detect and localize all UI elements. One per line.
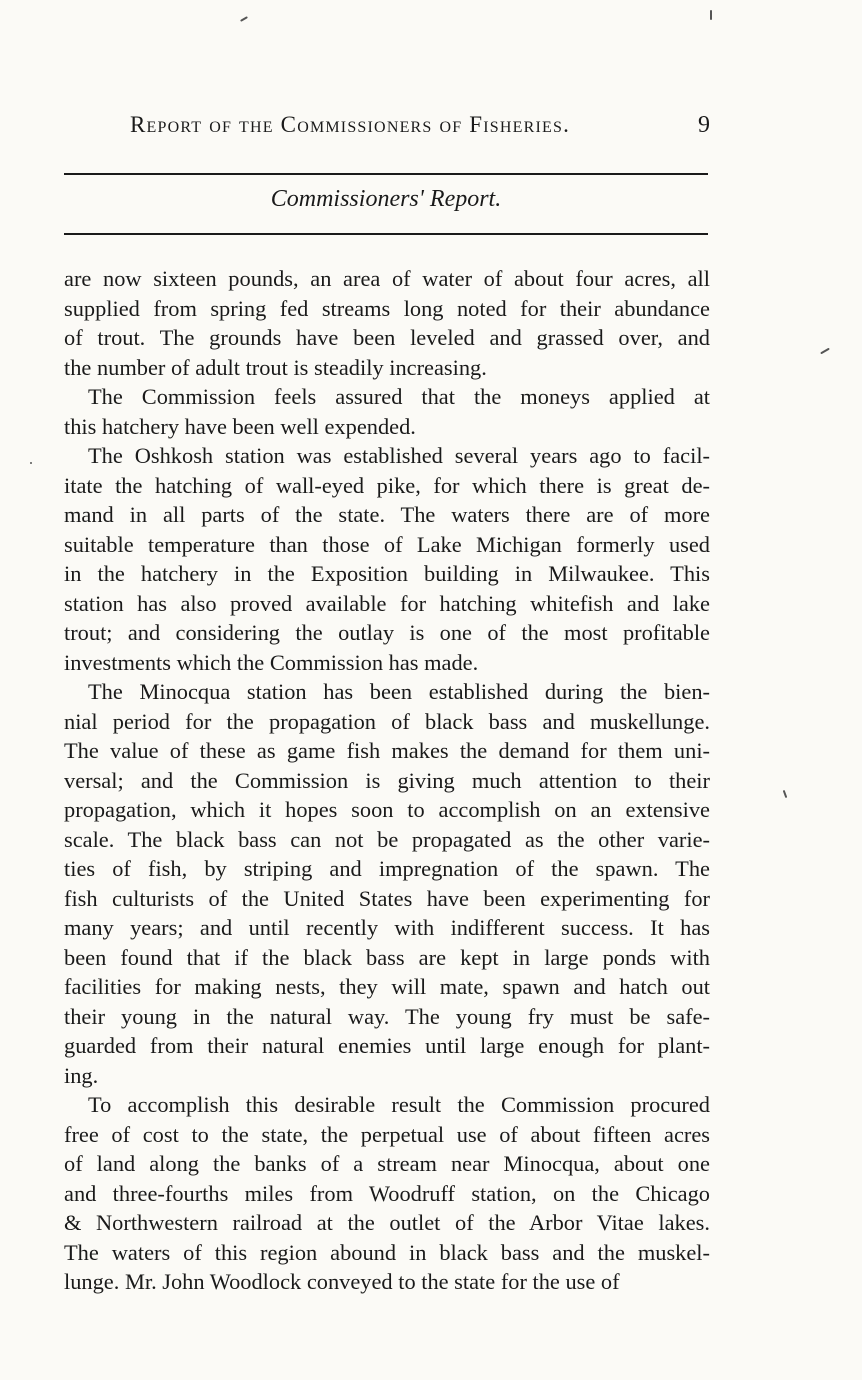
text-line: facilities for making nests, they will mate, spawn and hatch out bbox=[64, 974, 710, 999]
paragraph bbox=[64, 382, 710, 441]
text-line: many years; and until recently with indifferent success. It has bbox=[64, 915, 710, 940]
text-line: of land along the banks of a stream near Minocqua, about one bbox=[64, 1151, 710, 1176]
text-line: The Commission feels assured that the moneys applied at bbox=[88, 384, 710, 409]
paragraph bbox=[64, 264, 710, 382]
paragraph bbox=[64, 677, 710, 1090]
text-line: itate the hatching of wall-eyed pike, for which there is great de- bbox=[64, 472, 710, 498]
text-line: free of cost to the state, the perpetual use of about fifteen acres bbox=[64, 1121, 710, 1147]
text-line: The value of these as game fish makes the demand for them uni- bbox=[64, 738, 710, 763]
text-line: scale. The black bass can not be propagated as the other varie- bbox=[64, 826, 710, 852]
text-line: The Minocqua station has been established during the bien- bbox=[88, 679, 710, 704]
text-line: the number of adult trout is steadily increasing. bbox=[64, 354, 487, 380]
scan-speck bbox=[820, 348, 830, 355]
text-line: ties of fish, by striping and impregnation of the spawn. The bbox=[64, 856, 710, 881]
running-title: Report of the Commissioners of Fisheries. bbox=[130, 112, 571, 137]
text-line: versal; and the Commission is giving much attention to their bbox=[64, 767, 710, 793]
text-line: are now sixteen pounds, an area of water of about four acres, all bbox=[64, 266, 710, 291]
text-line: nial period for the propagation of black bass and muskellunge. bbox=[64, 708, 710, 734]
text-line: propagation, which it hopes soon to accomplish on an extensive bbox=[64, 797, 710, 822]
text-line: in the hatchery in the Exposition building in Milwaukee. This bbox=[64, 561, 710, 586]
text-line: investments which the Commission has made. bbox=[64, 649, 479, 675]
header-rule-top bbox=[64, 173, 708, 175]
paragraph bbox=[64, 1090, 710, 1297]
text-line: guarded from their natural enemies until large enough for plant- bbox=[64, 1033, 710, 1058]
scan-speck bbox=[710, 10, 712, 20]
text-line: of trout. The grounds have been leveled and grassed over, and bbox=[64, 325, 710, 350]
text-line: suitable temperature than those of Lake Michigan formerly used bbox=[64, 531, 710, 557]
text-line: ing. bbox=[64, 1062, 99, 1088]
text-line: The Oshkosh station was established several years ago to facil- bbox=[88, 443, 710, 468]
text-line: been found that if the black bass are kept in large ponds with bbox=[64, 944, 710, 970]
text-line: trout; and considering the outlay is one of the most profitable bbox=[64, 620, 710, 645]
text-line: mand in all parts of the state. The waters there are of more bbox=[64, 502, 710, 527]
text-line: supplied from spring fed streams long noted for their abundance bbox=[64, 295, 710, 321]
text-line: this hatchery have been well expended. bbox=[64, 413, 416, 439]
text-line: The waters of this region abound in black bass and the muskel- bbox=[64, 1239, 710, 1265]
scan-speck bbox=[783, 790, 788, 798]
text-line: lunge. Mr. John Woodlock conveyed to the state for the use of bbox=[64, 1269, 620, 1294]
scan-speck bbox=[30, 462, 32, 464]
page-number: 9 bbox=[698, 112, 710, 138]
text-line: fish culturists of the United States have been experimenting for bbox=[64, 885, 710, 911]
text-line: & Northwestern railroad at the outlet of the Arbor Vitae lakes. bbox=[64, 1210, 710, 1235]
text-line: station has also proved available for hatching whitefish and lake bbox=[64, 590, 710, 616]
text-line: To accomplish this desirable result the Commission procured bbox=[88, 1092, 710, 1117]
text-line: their young in the natural way. The young fry must be safe- bbox=[64, 1003, 710, 1029]
scan-speck bbox=[240, 16, 248, 22]
running-header bbox=[130, 112, 710, 142]
paragraph bbox=[64, 441, 710, 677]
header-rule-bottom bbox=[64, 233, 708, 235]
section-title: Commissioners' Report. bbox=[270, 186, 502, 212]
body-text bbox=[64, 264, 710, 1297]
text-line: and three-fourths miles from Woodruff station, on the Chicago bbox=[64, 1180, 710, 1206]
